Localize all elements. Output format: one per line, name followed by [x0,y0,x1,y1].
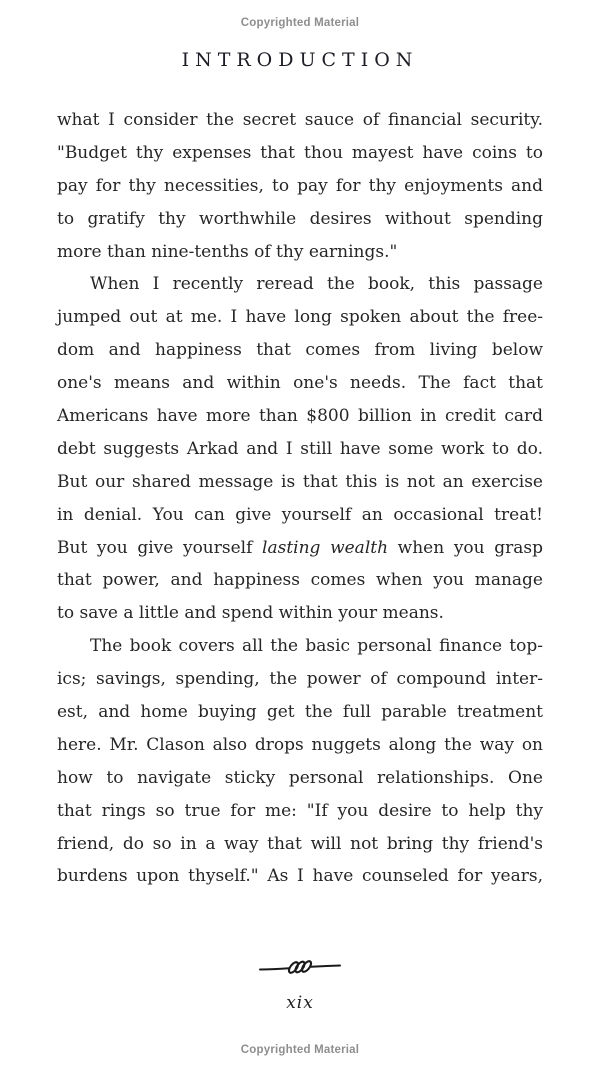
text-line: est, and home buying get the full parable treatment [57,702,543,723]
text-line: one's means and within one's needs. The fact that [57,373,543,394]
text-line: that power, and happiness comes when you manage [57,570,543,591]
text-line: more than nine-tenths of thy earnings." [57,241,398,262]
text-line: debt suggests Arkad and I still have some work to do. [57,438,543,459]
text-line: When I recently reread the book, this passage [90,274,543,295]
text-line: ics; savings, spending, the power of compound inter- [57,669,543,690]
rope-twist-divider-icon [0,958,600,982]
text-line: friend, do so in a way that will not bring thy friend's [57,833,543,854]
copyright-notice-top: Copyrighted Material [240,17,360,29]
page-number: xix [286,993,314,1013]
text-line: But our shared message is that this is not an exercise [57,471,543,492]
text-line: to gratify thy worthwhile desires without spending [57,208,543,229]
text-line: that rings so true for me: "If you desire to help thy [57,800,543,821]
text-line: Americans have more than $800 billion in credit card [57,406,543,427]
text-line: what I consider the secret sauce of financial security. [57,110,543,130]
text-line: how to navigate sticky personal relationships. One [57,767,543,788]
text-line: jumped out at me. I have long spoken about the free- [57,307,543,328]
copyright-notice-bottom: Copyrighted Material [240,1044,360,1056]
text-line: here. Mr. Clason also drops nuggets along the way on [57,734,543,755]
text-line: The book covers all the basic personal finance top- [90,636,543,657]
text-line: dom and happiness that comes from living below [57,340,543,361]
text-line: in denial. You can give yourself an occasional treat! [57,504,543,525]
text-line: burdens upon thyself." As I have counseled for years, [57,866,543,887]
chapter-title: INTRODUCTION [181,49,419,71]
body-text [57,104,543,893]
text-line: "Budget thy expenses that thou mayest have coins to [57,142,543,163]
text-line: to save a little and spend within your means. [57,603,444,624]
text-line: But you give yourself lasting wealth when you grasp [57,537,543,558]
text-line: pay for thy necessities, to pay for thy enjoyments and [57,175,543,196]
